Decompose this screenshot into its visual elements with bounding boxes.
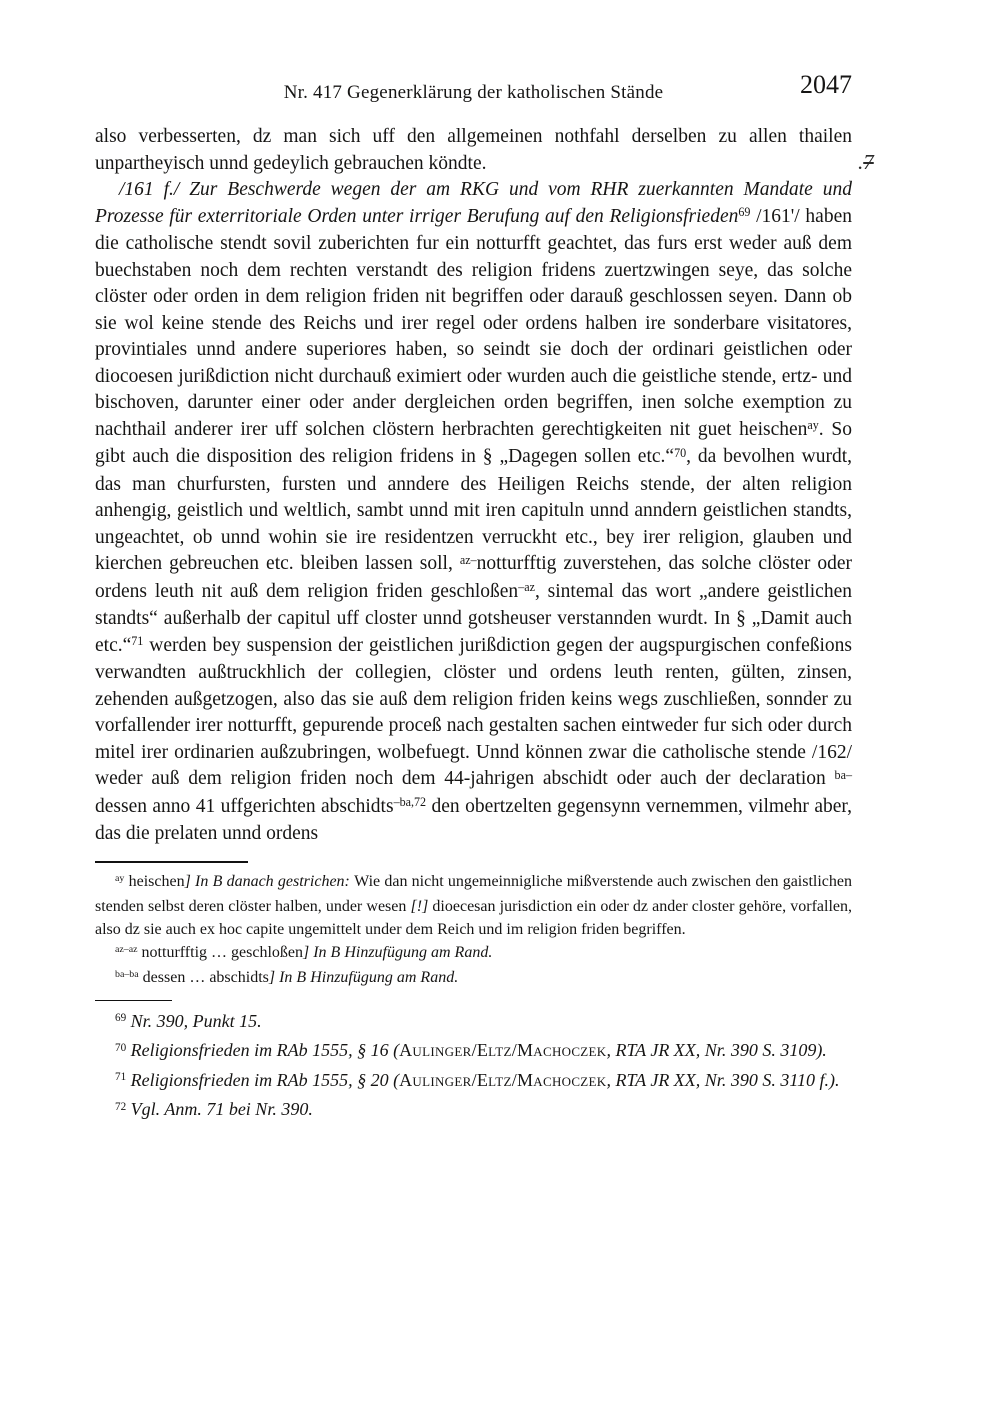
text-run-i: Vgl. Anm. 71 bei Nr. 390. <box>126 1099 313 1119</box>
text-run-r: , sintemal das wort „andere geistlichen standts“ außerhalb der capitul uff closter unnd gotsheuser verstannden wurdt. In § „Damit auch etc.“ <box>95 580 852 656</box>
text-run-r: den obertzelten gegensynn vernemmen, vilmehr aber, das die prelaten unnd ordens <box>95 795 852 844</box>
text-run-sup: 70 <box>674 445 687 460</box>
text-run-i: ] In B Hinzufügung am Rand. <box>268 968 459 986</box>
apparatus-note-ay <box>95 870 852 941</box>
text-run-sup: 71 <box>115 1071 127 1084</box>
footnote-72 <box>95 1096 852 1126</box>
footnotes-section <box>95 1008 852 1126</box>
text-run-r: notturfftig … geschloßen <box>137 943 303 961</box>
text-run-r: , da bevolhen wurdt, das man churfursten, fursten und anndere des Heiligen Reichs stende, der alten religion anhengig, geistlich und weltlich, sambt unnd mit iren capituln unnd anndern geistlichen standts, ungeachtet, ob unnd wohin sie ire residentzen verruckht etc., bey irer religion, glauben und kierchen gebreuchen etc. bleiben lassen soll, <box>95 446 852 574</box>
text-run-i: , RTA JR XX, Nr. 390 S. 3110 f.). <box>606 1069 840 1090</box>
text-run-sup: 70 <box>115 1041 127 1054</box>
text-run-sup: –az <box>518 580 535 595</box>
text-run-r: dioecesan jurisdiction ein oder dz ander closter gehöre, vorfallen, also dz sie auch ex hoc capite ungemittelt under dem Reich und im religion friden begriffen. <box>95 897 853 938</box>
text-run-sc: Aulinger/Eltz/Machoczek <box>399 1069 607 1090</box>
text-run-sup: ba– <box>834 767 852 782</box>
text-run-i: ] In B Hinzufügung am Rand. <box>303 943 493 961</box>
text-run-i: [!] <box>410 897 429 915</box>
text-run-i: Nr. 390, Punkt 15. <box>126 1010 262 1031</box>
text-run-sup: ay <box>115 873 125 885</box>
text-run-r: . So gibt auch die disposition des religion fridens in § „Dagegen sollen etc.“ <box>95 418 852 467</box>
apparatus-note-ba <box>95 966 852 991</box>
text-run-sc: Aulinger/Eltz/Machoczek <box>399 1040 607 1060</box>
body-text <box>95 124 852 848</box>
footnote-71 <box>95 1067 852 1097</box>
text-run-i: Religionsfrieden im RAb 1555, § 20 ( <box>126 1069 400 1090</box>
text-run-r: Wie dan nicht ungemeinnigliche mißverstende auch zwischen den gaistlichen stenden selbst deren clöster halben, under wesen <box>95 872 852 915</box>
text-run-r: /161'/ haben die catholische stendt sovil zuberichten fur ein notturfft geachtet, das furs erst weder auß dem buechstaben noch dem rechten verstandt des religion fridens zuertzwingen seye, das solche clöster oder orden in dem religion friden nit begriffen oder darauß geschlossen seyen. Dann ob sie wol keine stende des Reichs und irer regel oder ordens halben ire sonderbare visitatores, provintiales unnd andere superiores haben, so seindt sie doch der ordinari geistlichen oder diocoesen jurißdiction nicht durchauß eximiert oder wurden auch die geistliche stende, ertz- und bischoven, darunter einer oder ander dergleichen orden begriffen, inen solche exemption zu nachthail anderer irer uff solchen clöstern herbrachten gerechtigkeiten nit guet heischen <box>95 205 852 440</box>
text-run-sup: az–az <box>115 944 138 956</box>
apparatus-separator-rule <box>95 861 248 863</box>
text-block <box>0 70 1004 1126</box>
text-run-i: /161 f./ Zur Beschwerde wegen der am RKG und vom RHR zuerkannten Mandate und Prozesse für exterritoriale Orden unter irriger Berufung auf den Religionsfrieden <box>95 179 852 227</box>
text-run-sup: 69 <box>115 1012 127 1025</box>
text-run-i: ] In B danach gestrichen: <box>184 872 355 890</box>
body-paragraph-continuation: also verbesserten, dz man sich uff den allgemeinen nothfahl derselben zu allen thailen unpartheyisch unnd gedeylich gebrauchen köndte. <box>95 126 852 174</box>
text-run-i: Religionsfrieden im RAb 1555, § 16 ( <box>126 1040 400 1060</box>
text-run-sup: az– <box>459 552 477 567</box>
footnote-69 <box>95 1008 852 1038</box>
margin-annotation <box>858 150 874 175</box>
apparatus-note-az <box>95 941 852 966</box>
text-run-r: dessen … abschidts <box>138 968 269 986</box>
text-run-sup: –ba,72 <box>393 795 427 810</box>
footnote-70 <box>95 1037 852 1067</box>
text-run-sup: ba–ba <box>115 969 139 981</box>
text-run-sup: 72 <box>115 1100 127 1113</box>
text-run-i: , RTA JR XX, Nr. 390 S. 3109). <box>606 1040 827 1060</box>
running-head: Nr. 417 Gegenerklärung der katholischen Stände <box>283 82 664 103</box>
text-run-r: dessen anno 41 uffgerichten abschidts <box>95 795 394 817</box>
text-run-r: notturfftig zuverstehen, das solche clöster oder ordens leuth nit auß dem religion friden geschloßen <box>95 553 852 602</box>
apparatus-section <box>95 870 852 991</box>
margin-annotation-numeral: 7 <box>863 150 874 174</box>
text-run-r: heischen <box>124 872 185 890</box>
footnote-separator-rule <box>95 1000 172 1001</box>
text-run-sup: 69 <box>738 205 751 220</box>
text-run-r: werden bey suspension der geistlichen jurißdiction gegen der augspurgischen confeßions verwandten außtruckhlich der collegien, clöster und ordens leuth renten, gülten, zinsen, zehenden außgetzogen, also das sie auß dem religion friden keins wegs zuschließen, sonnder zu vorfallender irer notturfft, gepurende proceß nach gestalten sachen eintweder fur sich oder durch mitel irer ordinarien außzubringen, wolbefuegt. Unnd können zwar die catholische stende /162/ weder auß dem religion friden noch dem 44-jahrigen abschidt oder auch der declaration <box>95 634 852 789</box>
body-paragraph-main <box>95 177 852 848</box>
text-run-sup: 71 <box>131 634 144 649</box>
page-number: 2047 <box>800 70 852 99</box>
page-header <box>95 70 852 108</box>
text-run-sup: ay <box>807 418 819 433</box>
margin-annotation-dot: . <box>858 150 864 174</box>
